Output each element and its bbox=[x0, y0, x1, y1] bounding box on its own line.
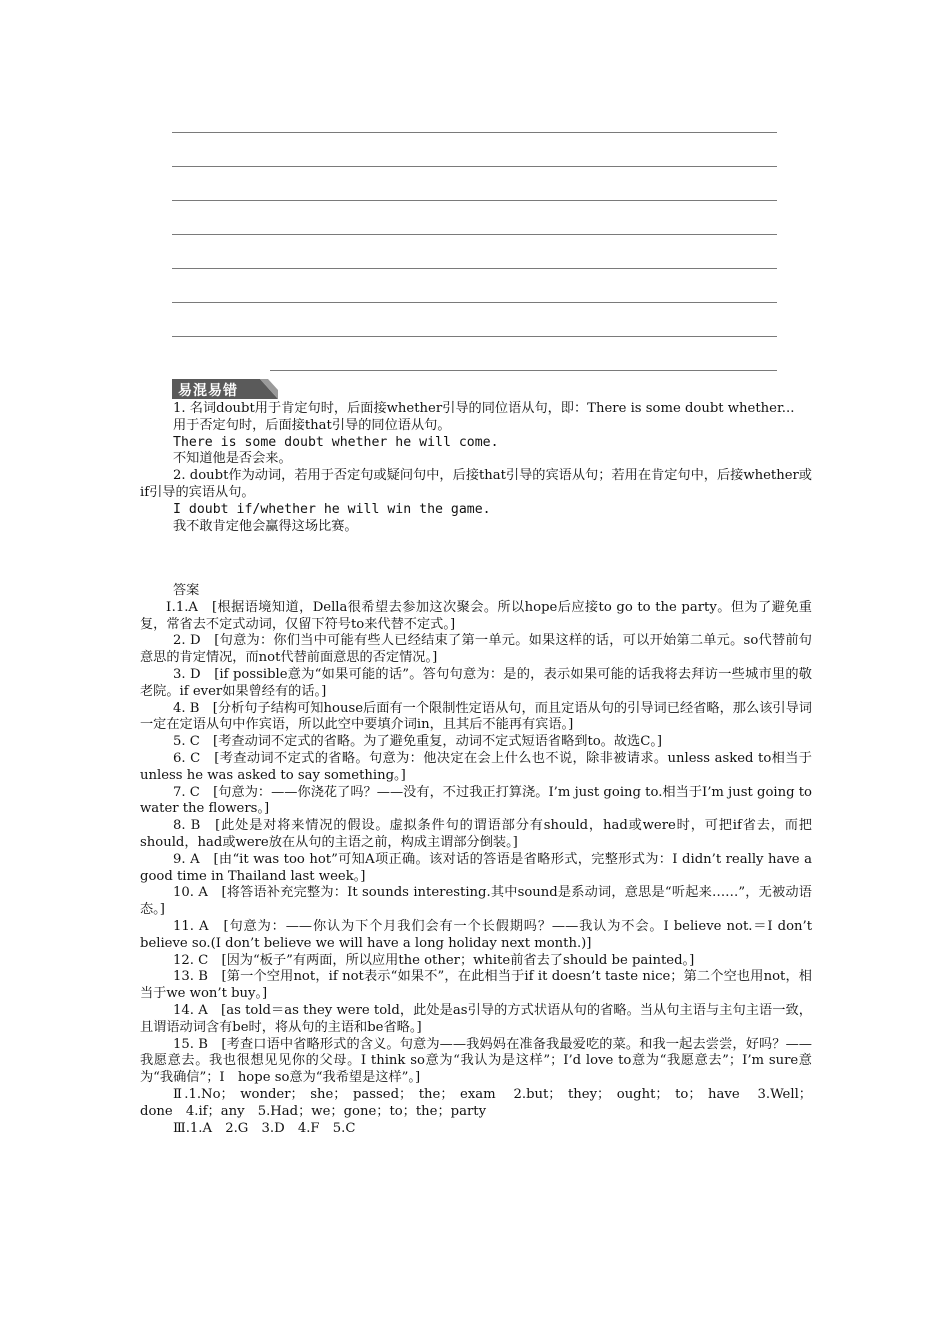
confusion-example: There is some doubt whether he will come. bbox=[173, 434, 499, 450]
answer-item: 6. C [考查动词不定式的省略。句意为：他决定在会上什么也不说，除非被请求。unless asked to相当于unless he was asked to say something。] bbox=[140, 750, 812, 783]
answer-item: 8. B [此处是对将来情况的假设。虚拟条件句的谓语部分有should，had或were时，可把if省去，而把should，had或were放在从句的主语之前，构成主谓部分倒装。] bbox=[140, 818, 812, 850]
answer-item: Ⅲ.1.A 2.G 3.D 4.F 5.C bbox=[173, 1120, 356, 1136]
answer-item: 5. C [考查动词不定式的省略。为了避免重复，动词不定式短语省略到to。故选C。] bbox=[173, 734, 663, 750]
writing-line bbox=[172, 268, 777, 269]
writing-line bbox=[172, 166, 777, 167]
answer-item: 13. B [第一个空用not，if not表示“如果不”，在此相当于if it doesn’t taste nice；第二个空也用not，相当于we won’t buy。] bbox=[140, 969, 812, 1002]
answer-item: Ⅰ.1.A [根据语境知道，Della很希望去参加这次聚会。所以hope后应接to go to the party。但为了避免重复，常省去不定式动词，仅留下符号to来代替不定式。] bbox=[140, 599, 812, 632]
answers-section bbox=[140, 583, 812, 1137]
writing-line bbox=[172, 132, 777, 133]
confusion-item: 2. doubt作为动词，若用于否定句或疑问句中，后接that引导的宾语从句；若用在肯定句中，后接whether或if引导的宾语从句。 bbox=[140, 468, 812, 500]
answer-item: 10. A [将答语补充完整为：It sounds interesting.其中sound是系动词，意思是“听起来……”，无被动语态。] bbox=[140, 885, 812, 918]
confusion-item: 用于否定句时，后面接that引导的同位语从句。 bbox=[173, 417, 451, 433]
confusion-item: 1. 名词doubt用于肯定句时，后面接whether引导的同位语从句，即：There is some doubt whether... bbox=[173, 401, 795, 416]
answer-item: 3. D [if possible意为“如果可能的话”。答句句意为：是的，表示如果可能的话我将去拜访一些城市里的敬老院。if ever如果曾经有的话。] bbox=[140, 666, 812, 699]
section-banner bbox=[172, 379, 278, 399]
answer-item: 11. A [句意为：——你认为下个月我们会有一个长假期吗？——我认为不会。I believe not.＝I don’t believe so.(I don’t believe we will have a long holiday next month.)] bbox=[140, 918, 812, 951]
writing-line bbox=[270, 370, 777, 371]
answer-item: 4. B [分析句子结构可知house后面有一个限制性定语从句，而且定语从句的引导词已经省略，那么该引导词一定在定语从句中作宾语，所以此空中要填介词in，且其后不能再有宾语。] bbox=[140, 700, 812, 733]
writing-line bbox=[172, 234, 777, 235]
answer-item: 15. B [考查口语中省略形式的含义。句意为——我妈妈在准备我最爱吃的菜。和我一起去尝尝，好吗？——我愿意去。我也很想见见你的父母。I think so意为“我认为是这样”；I’d love to意为“我愿意去”；I’m sure意为“我确信”；I hope so意为“我希望是这样”。] bbox=[140, 1036, 812, 1086]
answer-item: 12. C [因为“板子”有两面，所以应用the other；white前省去了should be painted。] bbox=[173, 952, 695, 968]
writing-line bbox=[172, 336, 777, 337]
banner-label: 易混易错 bbox=[178, 383, 238, 399]
writing-line bbox=[172, 302, 777, 303]
answer-item: 14. A [as told＝as they were told，此处是as引导的方式状语从句的省略。当从句主语与主句主语一致，且谓语动词含有be时，将从句的主语和be省略。] bbox=[140, 1002, 812, 1035]
confusion-section bbox=[140, 401, 812, 535]
confusion-example: I doubt if/whether he will win the game. bbox=[173, 501, 491, 517]
answers-heading: 答案 bbox=[173, 583, 200, 598]
writing-lines bbox=[172, 132, 777, 404]
answer-item: 9. A [由“it was too hot”可知A项正确。该对话的答语是省略形式，完整形式为：I didn’t really have a good time in Thailand last week。] bbox=[140, 851, 812, 884]
confusion-translation: 不知道他是否会来。 bbox=[173, 451, 292, 467]
writing-line bbox=[172, 200, 777, 201]
answer-item: Ⅱ.1.No； wonder； she； passed； the； exam 2.but； they； ought； to； have 3.Well；done 4.if；any 5.Had；we；gone；to；the；party bbox=[140, 1086, 812, 1119]
answer-item: 2. D [句意为：你们当中可能有些人已经结束了第一单元。如果这样的话，可以开始第二单元。so代替前句意思的肯定情况，而not代替前面意思的否定情况。] bbox=[140, 633, 812, 666]
confusion-translation: 我不敢肯定他会赢得这场比赛。 bbox=[173, 518, 358, 534]
answer-item: 7. C [句意为：——你浇花了吗？——没有，不过我正打算浇。I’m just going to.相当于I’m just going to water the flowers。] bbox=[140, 784, 812, 817]
